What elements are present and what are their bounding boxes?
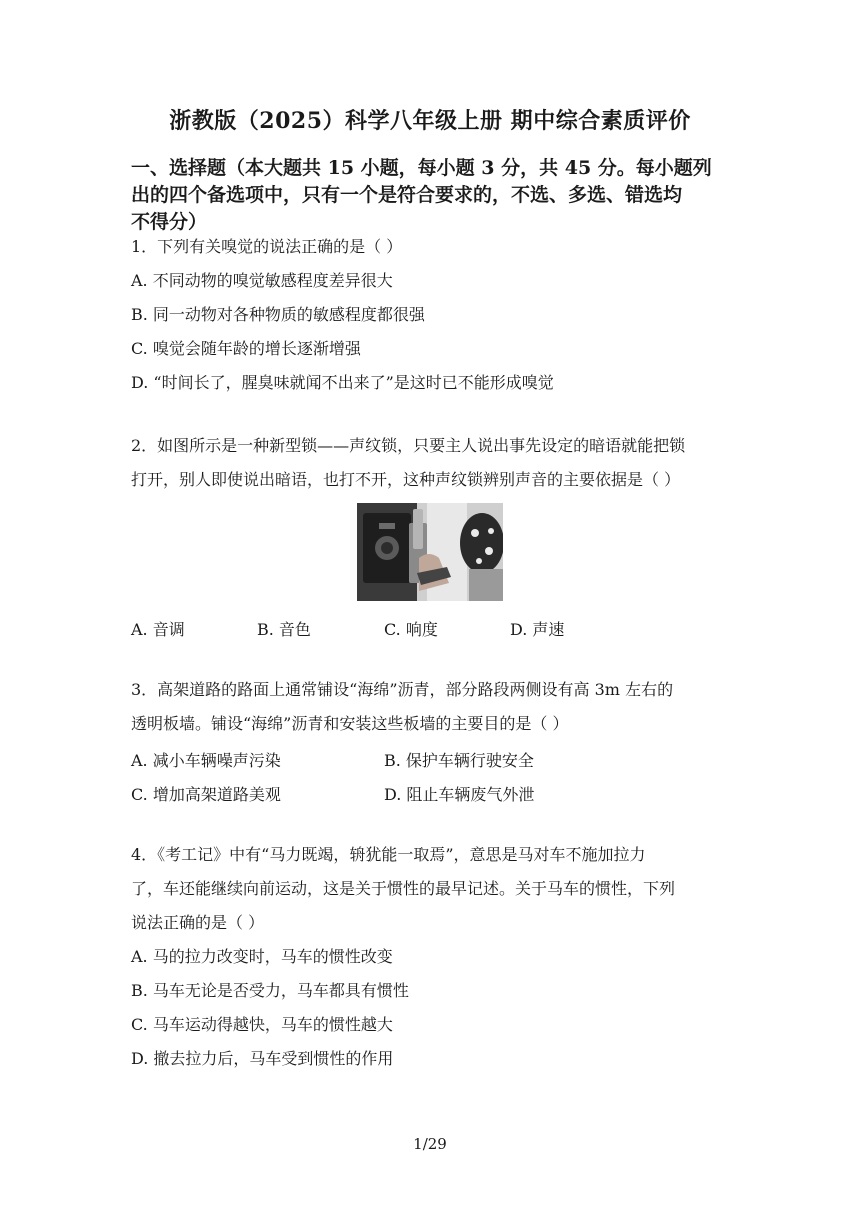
- question-2-option-c: C. 响度: [384, 620, 438, 639]
- section-heading-line-3: 不得分）: [131, 211, 208, 233]
- question-3-option-a: A. 减小车辆噪声污染: [131, 751, 281, 770]
- question-2-stem-line-1: 2．如图所示是一种新型锁——声纹锁，只要主人说出事先设定的暗语就能把锁: [131, 436, 686, 455]
- question-2-option-a: A. 音调: [131, 620, 185, 639]
- question-3-stem-line-1: 3．高架道路的路面上通常铺设“海绵”沥青，部分路段两侧设有高 3m 左右的: [131, 680, 674, 699]
- section-heading-line-1: 一、选择题（本大题共 15 小题，每小题 3 分，共 45 分。每小题列: [131, 157, 712, 179]
- question-3-option-d: D. 阻止车辆废气外泄: [384, 785, 535, 804]
- voiceprint-lock-illustration: [357, 503, 503, 601]
- question-4-option-b: B. 马车无论是否受力，马车都具有惯性: [131, 981, 409, 1000]
- question-1-option-c: C. 嗅觉会随年龄的增长逐渐增强: [131, 339, 361, 358]
- question-1-option-d: D. “时间长了，腥臭味就闻不出来了”是这时已不能形成嗅觉: [131, 373, 554, 392]
- question-4-option-c: C. 马车运动得越快，马车的惯性越大: [131, 1015, 393, 1034]
- question-3-option-c: C. 增加高架道路美观: [131, 785, 281, 804]
- section-heading: [131, 155, 741, 236]
- section-heading-line-2: 出的四个备选项中，只有一个是符合要求的，不选、多选、错选均: [131, 184, 683, 206]
- question-3-option-b: B. 保护车辆行驶安全: [384, 751, 534, 770]
- question-2-stem-line-2: 打开，别人即使说出暗语，也打不开，这种声纹锁辨别声音的主要依据是（ ）: [131, 470, 681, 489]
- question-1-option-a: A. 不同动物的嗅觉敏感程度差异很大: [131, 271, 393, 290]
- question-4-stem-line-2: 了，车还能继续向前运动，这是关于惯性的最早记述。关于马车的惯性，下列: [131, 879, 676, 898]
- question-4-option-a: A. 马的拉力改变时，马车的惯性改变: [131, 947, 393, 966]
- question-3-stem-line-2: 透明板墙。铺设“海绵”沥青和安装这些板墙的主要目的是（ ）: [131, 714, 569, 733]
- question-1-stem: 1．下列有关嗅觉的说法正确的是（ ）: [131, 237, 403, 256]
- question-1-option-b: B. 同一动物对各种物质的敏感程度都很强: [131, 305, 425, 324]
- page-number: 1/29: [413, 1135, 447, 1153]
- question-4-stem-line-3: 说法正确的是（ ）: [131, 913, 265, 932]
- question-4-stem-line-1: 4．《考工记》中有“马力既竭，辀犹能一取焉”，意思是马对车不施加拉力: [131, 845, 646, 864]
- question-2-option-b: B. 音色: [257, 620, 311, 639]
- document-title: 浙教版（2025）科学八年级上册 期中综合素质评价: [169, 108, 691, 134]
- voiceprint-lock-photo: [357, 503, 503, 601]
- question-2-option-d: D. 声速: [510, 620, 565, 639]
- question-4-option-d: D. 撤去拉力后，马车受到惯性的作用: [131, 1049, 394, 1068]
